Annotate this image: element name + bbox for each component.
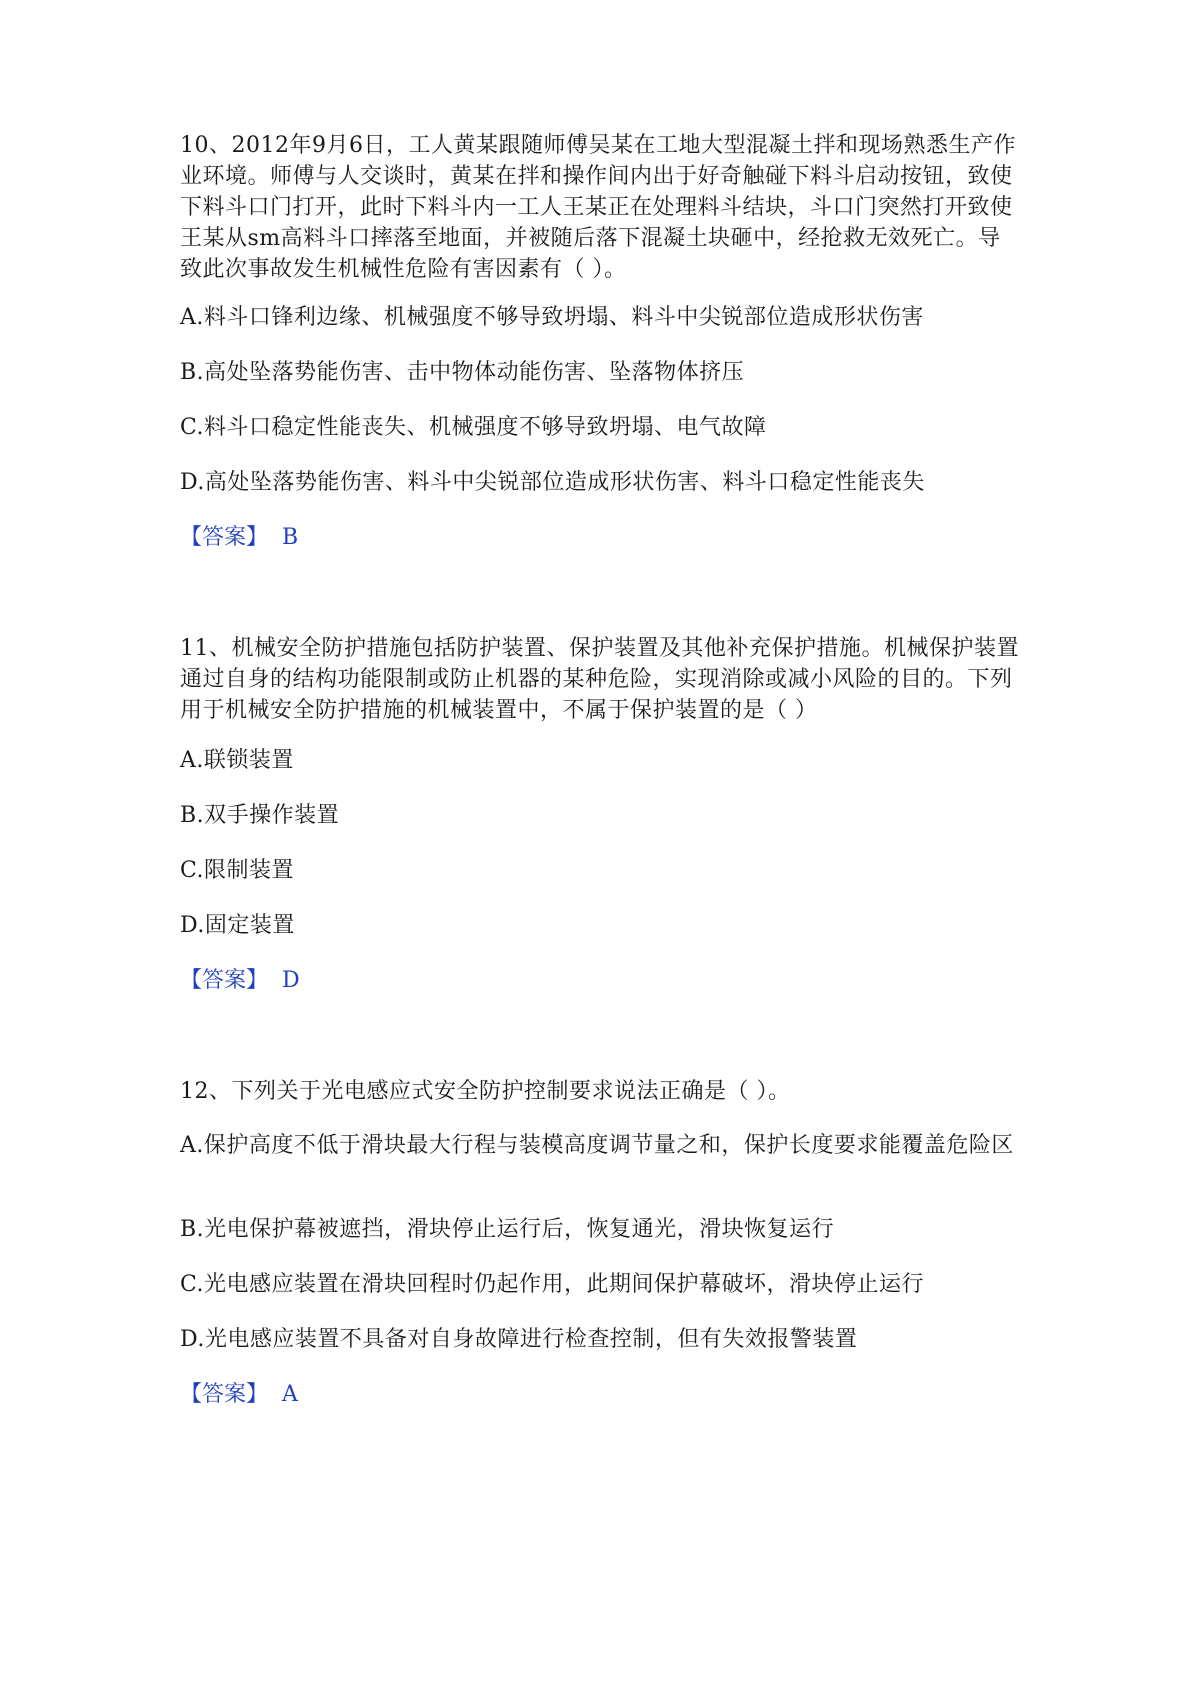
- option-c: C.限制装置: [180, 858, 295, 883]
- option-b: B.光电保护幕被遮挡，滑块停止运行后，恢复通光，滑块恢复运行: [180, 1217, 835, 1242]
- answer-label: 【答案】: [180, 525, 269, 550]
- question-stem: 11、机械安全防护措施包括防护装置、保护装置及其他补充保护措施。机械保护装置通过自身的结构功能限制或防止机器的某种危险，实现消除或减小风险的目的。下列用于机械安全防护措施的机械装置中，不属于保护装置的是（ ）: [180, 636, 1019, 723]
- question-10: [180, 130, 1020, 285]
- option-c: C.光电感应装置在滑块回程时仍起作用，此期间保护幕破坏，滑块停止运行: [180, 1272, 925, 1297]
- answer-line: [180, 965, 300, 996]
- option-b: B.双手操作装置: [180, 803, 340, 828]
- answer-label: 【答案】: [180, 1382, 269, 1407]
- answer-line: [180, 1379, 298, 1410]
- answer-value: D: [282, 968, 300, 993]
- option-d: D.光电感应装置不具备对自身故障进行检查控制，但有失效报警装置: [180, 1327, 858, 1352]
- question-stem: 12、下列关于光电感应式安全防护控制要求说法正确是（ ）。: [180, 1079, 791, 1104]
- answer-label: 【答案】: [180, 968, 269, 993]
- question-11: [180, 633, 1020, 726]
- option-a: A.保护高度不低于滑块最大行程与装模高度调节量之和，保护长度要求能覆盖危险区: [180, 1133, 1014, 1158]
- option-d: D.固定装置: [180, 913, 295, 938]
- option-a: A.料斗口锋利边缘、机械强度不够导致坍塌、料斗中尖锐部位造成形状伤害: [180, 305, 924, 330]
- option-a: A.联锁装置: [180, 748, 294, 773]
- option-b: B.高处坠落势能伤害、击中物体动能伤害、坠落物体挤压: [180, 360, 745, 385]
- question-stem: 10、2012年9月6日，工人黄某跟随师傅吴某在工地大型混凝土拌和现场熟悉生产作业环境。师傅与人交谈时，黄某在拌和操作间内出于好奇触碰下料斗启动按钮，致使下料斗口门打开，此时下料斗内一工人王某正在处理料斗结块，斗口门突然打开致使王某从sm高料斗口摔落至地面，并被随后落下混凝土块砸中，经抢救无效死亡。导致此次事故发生机械性危险有害因素有（ ）。: [180, 133, 1016, 282]
- answer-value: B: [282, 525, 299, 550]
- answer-value: A: [282, 1382, 298, 1407]
- answer-line: [180, 522, 298, 553]
- option-c: C.料斗口稳定性能丧失、机械强度不够导致坍塌、电气故障: [180, 415, 767, 440]
- option-d: D.高处坠落势能伤害、料斗中尖锐部位造成形状伤害、料斗口稳定性能丧失: [180, 470, 925, 495]
- question-12: [180, 1076, 1020, 1107]
